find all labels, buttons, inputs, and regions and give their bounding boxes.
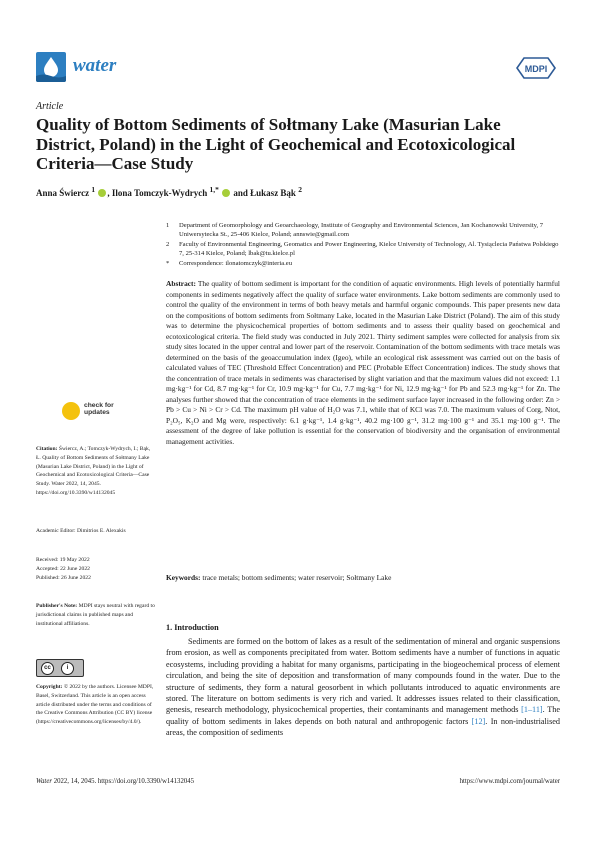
intro-paragraph: Sediments are formed on the bottom of lakes as a result of the sedimentation of mineral and organic suspensions from erosion, as well as components precipitated from water. Bottom sediments have a number of functions in aquatic ecosystems, including providing a habitat for many organisms, participating in the biogeochemical process of element circulation, and being the site of deposition and transformation of many compounds found in the water. Due to the structure of sediments, they form a natural geosorbent in which pollutants introduced to aquatic environments are stored. The literature on bottom sediments is very rich and varied. It addresses issues related to their classification, genesis, research methodology, physicochemical properties, their contaminants and management methods [1–11]. The quality of bottom sediments in lakes depends on both natural and anthropogenic factors [12]. In non-industrialised areas, the composition of sediments [166,637,560,738]
check-updates-icon [62,402,80,420]
author-affiliation-mark: 2 [298,185,302,194]
date-published: Published: 26 June 2022 [36,574,91,581]
orcid-icon[interactable] [98,189,106,197]
publisher-note: Publisher's Note: MDPI stays neutral with regard to jurisdictional claims in published maps and institutional affiliations. [36,603,155,627]
affiliation-item: 2 Faculty of Environmental Engineering, Geomatics and Power Engineering, Kielce University of Technology, Al. Tysiąclecia Państwa Polskiego 7, 25-314 Kielce, Poland; lbak@tu.kielce.pl [166,240,559,257]
author-name[interactable]: Łukasz Bąk [250,188,296,198]
journal-name: water [73,55,117,76]
footer-journal-url[interactable]: https://www.mdpi.com/journal/water [459,778,560,785]
date-received: Received: 19 May 2022 [36,557,90,563]
author-name[interactable]: Ilona Tomczyk-Wydrych [111,188,208,198]
author-name[interactable]: Anna Świercz [36,188,90,198]
publication-dates [36,556,156,582]
footer-citation: Water 2022, 14, 2045. https://doi.org/10.3390/w14132045 [36,778,195,785]
reference-link[interactable]: [1–11] [521,705,543,715]
orcid-icon[interactable] [222,189,230,197]
cc-by-license-icon[interactable]: cc i [36,659,84,677]
journal-logo-icon [36,52,66,82]
paper-title: Quality of Bottom Sediments of Sołtmany Lake (Masurian Lake District, Poland) in the Light of Geochemical and Ecotoxicological Criteria—Case Study [36,115,516,173]
abstract [166,279,560,447]
publisher-name: MDPI [524,64,548,74]
author-affiliation-mark: 1,* [209,185,219,194]
author-separator: and [231,188,251,198]
copyright-block: Copyright: © 2022 by the authors. Licensee MDPI, Basel, Switzerland. This article is an open access article distributed under the terms and conditions of the Creative Commons Attribution (CC BY) license (https://creativecommons.org/licenses/by/4.0/). [36,684,154,726]
affiliation-item: 1 Department of Geomorphology and Geoarchaeology, Institute of Geography and Environmental Sciences, Jan Kochanowski University, 7 Uniwersytecka St., 25-406 Kielce, Poland; annswie@gmail.com [166,222,544,238]
citation-block: Citation: Świercz, A.; Tomczyk-Wydrych, I.; Bąk, Ł. Quality of Bottom Sediments of Sołtmany Lake (Masurian Lake District, Poland) in the Light of Geochemical and Ecotoxicological Criteria—Case Study. Water 2022, 14, 2045. https://doi.org/10.3390/w14132045 [36,446,151,496]
article-type: Article [36,101,64,112]
date-accepted: Accepted: 22 June 2022 [36,565,90,572]
abstract-text: The quality of bottom sediment is important for the condition of aquatic environments. High levels of potentially harmful components in sediments negatively affect the quality of surface water environments. Lake bottom sediments are commonly used to control the quality of the environment in terms of both heavy metals and harmful organic compounds. This paper presents new data on the compositions of bottom sediments from Sołtmany Lake, located in the Masurian Lake District (Poland). The aim of this study was to determine the physicochemical properties of bottom sediments and to assess their quality based on geochemical and ecotoxicological criteria. The field study was conducted in July 2021. Thirty sediment samples were collected for analysis from six study sites located in the upper central and lower part of the reservoir. Contamination of the bottom sediments with trace metals was determined on the basis of the geoaccumulation index (Igeo), while an ecological risk assessment was carried out on the basis of calculated values of TEC (Threshold Effect Concentration) and PEC (Probable Effect Concentration) indices. The study shows that the concentration of trace metals in sediments was characterised by slight variation and that the maximum values did not exceed: 1.1 mg·kg⁻¹ for Cd, 8.7 mg·kg⁻¹ for Cr, 10.9 mg·kg⁻¹ for Cu, 7.7 mg·kg⁻¹ for Ni, 12.9 mg·kg⁻¹ for Pb and 52.3 mg·kg⁻¹ for Zn. The analyses further showed that the concentration of trace elements in the sediment surface layer increased in the following order: Zn > Pb > Cu > Ni > Cr > Cd. The maximum pH value of H₂O was 7.1, while that of KCl was 7.0. The maximum values of Corg, Ntot, P₂O₅, K₂O and Mg were, respectively: 6.1 g·kg⁻¹, 1.4 g·kg⁻¹, 40.2 mg·100 g⁻¹, 31.2 mg·100 g⁻¹ and 35.1 mg·100 g⁻¹. The assessment of the degree of lake pollution is essential for the conservation of biodiversity and the organisation of environmental management activities. [166,279,560,446]
keywords-label: Keywords: [166,573,201,582]
author-list [36,185,556,198]
academic-editor: Academic Editor: Dimitrios E. Alexakis [36,528,126,534]
author-separator: , [107,188,112,198]
keywords-text: trace metals; bottom sediments; water reservoir; Sołtmany Lake [202,573,392,582]
correspondence: * Correspondence: ilonatomczyk@interia.eu [166,259,292,267]
abstract-label: Abstract: [166,279,196,288]
keywords [166,573,560,584]
citation-text: Świercz, A.; Tomczyk-Wydrych, I.; Bąk, Ł. Quality of Bottom Sediments of Sołtmany Lake (Masurian Lake District, Poland) in the Light of Geochemical and Ecotoxicological Criteria—Case Study. Water 2022, 14, 2045. https://doi.org/10.3390/w14132045 [36,446,151,496]
section-heading: 1. Introduction [166,623,219,632]
author-affiliation-mark: 1 [91,185,96,194]
check-for-updates-button[interactable]: check for updates [62,401,132,425]
affiliations [166,222,560,270]
publisher-logo-icon [516,57,556,79]
reference-link[interactable]: [12] [471,716,486,726]
